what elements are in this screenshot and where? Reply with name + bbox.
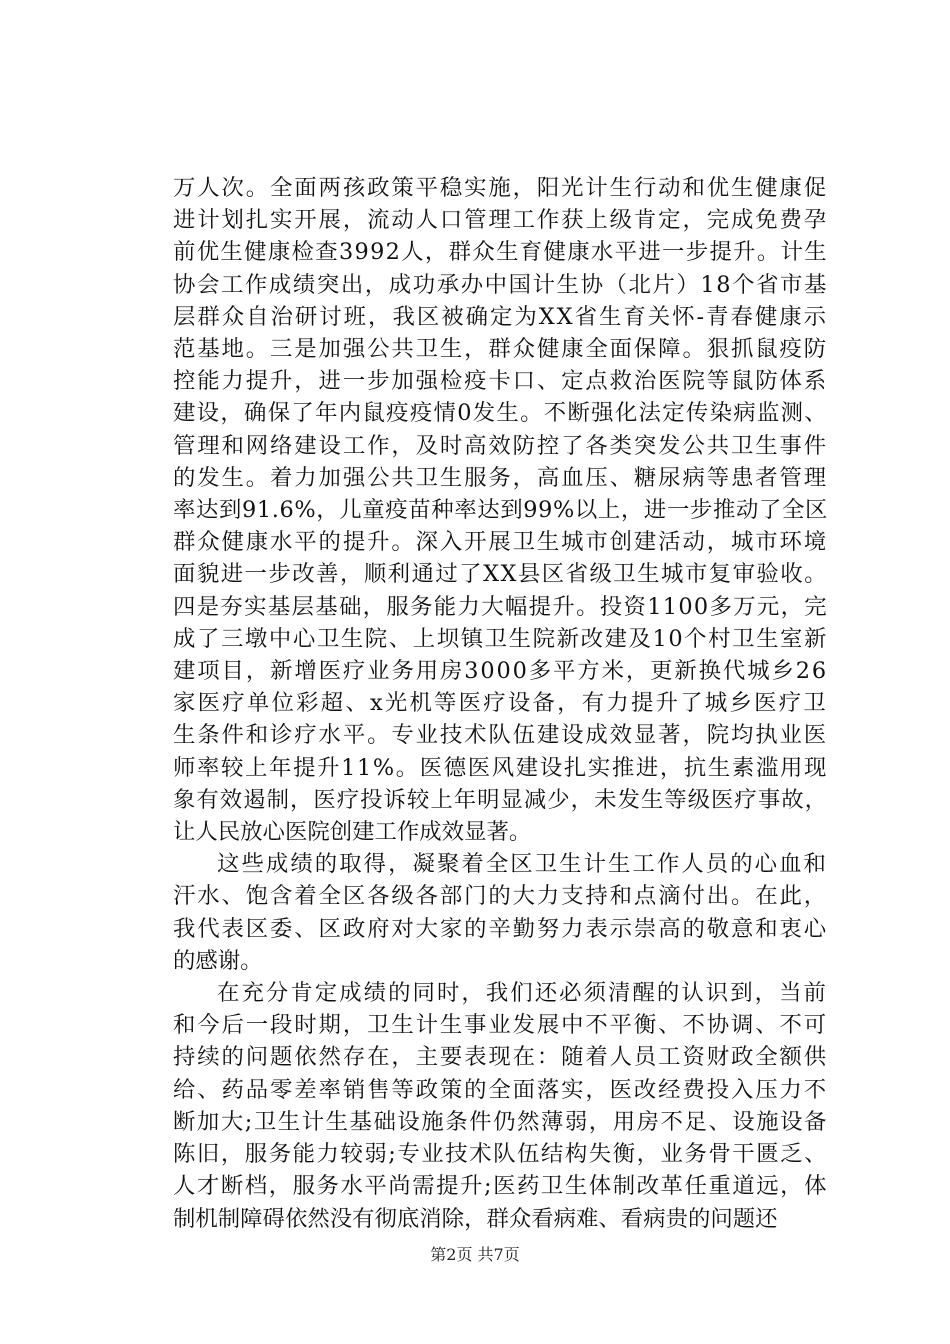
document-body [173,172,828,1235]
paragraph [173,848,828,977]
page-footer: 第2页 共7页 [430,1245,520,1264]
text-line: 和今后一段时期，卫生计生事业发展中不平衡、不协调、不可 [173,1012,828,1039]
paragraph [173,172,828,848]
text-line: 汗水、饱含着全区各级各部门的大力支持和点滴付出。在此， [173,883,828,910]
text-line: 管理和网络建设工作，及时高效防控了各类突发公共卫生事件 [173,432,828,459]
text-line: 制机制障碍依然没有彻底消除，群众看病难、看病贵的问题还 [173,1205,778,1232]
text-line: 范基地。三是加强公共卫生，群众健康全面保障。狠抓鼠疫防 [173,336,828,363]
text-line: 群众健康水平的提升。深入开展卫生城市创建活动，城市环境 [173,529,828,556]
text-line: 师率较上年提升11%。医德医风建设扎实推进，抗生素滥用现 [173,754,828,781]
text-line: 在充分肯定成绩的同时，我们还必须清醒的认识到，当前 [217,980,828,1007]
text-line: 象有效遏制，医疗投诉较上年明显减少，未发生等级医疗事故， [173,786,828,813]
text-line: 持续的问题依然存在，主要表现在：随着人员工资财政全额供 [173,1044,828,1071]
paragraph [173,977,828,1235]
text-line: 率达到91.6%，儿童疫苗种率达到99%以上，进一步推动了全区 [173,497,828,524]
text-line: 家医疗单位彩超、x光机等医疗设备，有力提升了城乡医疗卫 [173,690,828,717]
text-line: 这些成绩的取得，凝聚着全区卫生计生工作人员的心血和 [217,851,828,878]
text-line: 成了三墩中心卫生院、上坝镇卫生院新改建及10个村卫生室新 [173,625,828,652]
text-line: 建设，确保了年内鼠疫疫情0发生。不断强化法定传染病监测、 [173,400,828,427]
text-line: 四是夯实基层基础，服务能力大幅提升。投资1100多万元，完 [173,593,828,620]
text-line: 让人民放心医院创建工作成效显著。 [173,819,532,846]
text-line: 前优生健康检查3992人，群众生育健康水平进一步提升。计生 [173,239,828,266]
text-line: 人才断档，服务水平尚需提升;医药卫生体制改革任重道远，体 [173,1173,828,1200]
text-line: 的发生。着力加强公共卫生服务，高血压、糖尿病等患者管理 [173,464,828,491]
text-line: 建项目，新增医疗业务用房3000多平方米，更新换代城乡26 [173,658,828,685]
text-line: 的感谢。 [173,947,263,974]
text-line: 给、药品零差率销售等政策的全面落实，医改经费投入压力不 [173,1076,828,1103]
text-line: 进计划扎实开展，流动人口管理工作获上级肯定，完成免费孕 [173,207,828,234]
text-line: 层群众自治研讨班，我区被确定为XX省生育关怀-青春健康示 [173,303,828,330]
text-line: 断加大;卫生计生基础设施条件仍然薄弱，用房不足、设施设备 [173,1108,828,1135]
text-line: 我代表区委、区政府对大家的辛勤努力表示崇高的敬意和衷心 [173,915,828,942]
text-line: 控能力提升，进一步加强检疫卡口、定点救治医院等鼠防体系 [173,368,828,395]
text-line: 陈旧，服务能力较弱;专业技术队伍结构失衡，业务骨干匮乏、 [173,1141,828,1168]
text-line: 万人次。全面两孩政策平稳实施，阳光计生行动和优生健康促 [173,175,828,201]
text-line: 协会工作成绩突出，成功承办中国计生协（北片）18个省市基 [173,271,828,298]
text-line: 生条件和诊疗水平。专业技术队伍建设成效显著，院均执业医 [173,722,828,749]
text-line: 面貌进一步改善，顺利通过了XX县区省级卫生城市复审验收。 [173,561,828,588]
